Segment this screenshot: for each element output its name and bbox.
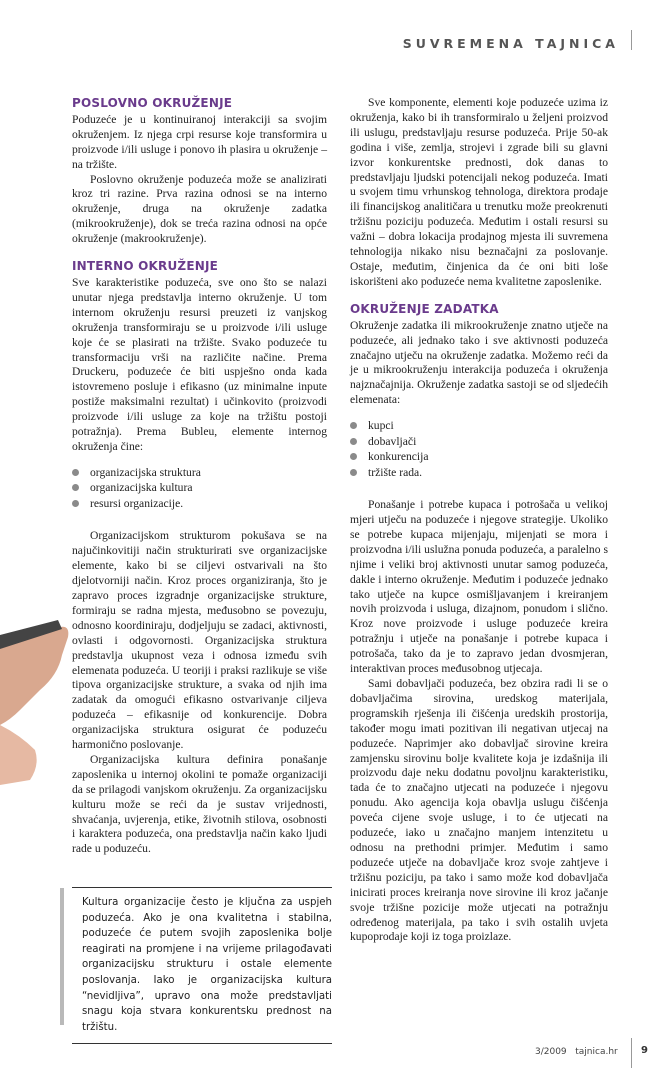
paragraph: Organizacijskom strukturom pokušava se na najučinkovitiji način strukturirati sve organizacijske elemente, kako bi se ciljevi ostvarivali na što djelotvorniji način. Kroz proces organiziranja, što je zapravo proces izgradnje organizacijske strukture, formiraju se radna mjesta, međusobno se povezuju, odnosno koordiniraju, dodjeljuju se zadaci, aktivnosti, ovlasti i odgovornosti. Organizacijska struktura predstavlja ukupnost veza i odnosa između svih elemenata poduzeća. U teoriji i praksi razlikuje se više tipova organizacijske strukture, a svaka od njih ima zadatak da omogući efikasno ostvarivanje ciljeva poduzeća – efikasnije od konkurencije. Dobra organizacijska struktura osigurat će poduzeću harmonično poslovanje. <box>72 529 327 752</box>
paragraph: Poduzeće je u kontinuiranoj interakciji sa svojim okruženjem. Iz njega crpi resurse koje transformira u proizvode i/ili usluge i ponovo ih plasira u okruženje – na tržište. <box>72 112 327 171</box>
footer <box>535 1047 618 1057</box>
list-item: dobavljači <box>350 434 608 450</box>
list-item: tržište rada. <box>350 465 608 481</box>
section-heading: INTERNO OKRUŽENJE <box>72 259 219 274</box>
paragraph: Sve komponente, elementi koje poduzeće uzima iz okruženja, kako bi ih transformiralo u željeni proizvod ili uslugu, predstavljaju resurse poduzeća. Prije 50-ak godina i više, zemlja, strojevi i zgrade bili su glavni izvor konkurentske prednosti, dok danas to predstavljaju ljudski potencijali nekog poduzeća. Imati u svojem timu vrhunskog tehnologa, direktora prodaje ili financijskog analitičara u trenutku može preokrenuti tržišnu poziciju poduzeća. Međutim i ostali resursi su važni – dobra lokacija prodajnog mjesta ili suvremena tehnologija nikako nisu beznačajni za poslovanje. Ostaje, međutim, činjenica da će oni biti loše iskorišteni ako poduzeće nema kvalitetne zaposlenike. <box>350 96 608 288</box>
list-item: organizacijska struktura <box>72 465 327 481</box>
list-item: kupci <box>350 418 608 434</box>
section-okruzenje-zadatka <box>350 302 608 946</box>
section-resursi <box>350 96 608 290</box>
bullet-list <box>350 418 608 480</box>
bullet-list <box>72 465 327 512</box>
paragraph: Organizacijska kultura definira ponašanje zaposlenika u internoj okolini te pomaže organizaciji da se prilagodi vanjskom okruženju. Za organizacijsku kulturu može se reći da je sustav vrijednosti, shvaćanja, uvjerenja, etike, životnih stilova, osobnosti i karaktera poduzeća, ona predstavlja način kako ljudi rade u poduzeću. <box>72 752 327 856</box>
list-item: organizacijska kultura <box>72 480 327 496</box>
paragraph: Poslovno okruženje poduzeća može se analizirati kroz tri razine. Prva razina odnosi se na interno okruženje, druga na okruženje zadatka (mikrookruženje), dok se treća razina odnosi na opće okruženje (makrookruženje). <box>72 172 327 246</box>
paragraph: Sami dobavljači poduzeća, bez obzira radi li se o dobavljačima sirovina, uredskog materijala, programskih rješenja ili čišćenja uredskih prostorija, također mogu imati pozitivan ili negativan utjecaj na poduzeće. Naprimjer ako dobavljač sirovine kreira zamjensku sirovinu bolje kvalitete koja je izdašnija ili proizvodu daje neku dodatnu povoljnu karakteristiku, tada će to značajno utjecati na poduzeće i njegovu ponudu. Ako agencija koja obavlja uslugu čišćenja poveća cijene svoje usluge, i to će utjecati na poduzeće, iako u značajno manjem intenzitetu u odnosu na prethodni primjer. Međutim i samo poduzeće utječe na dobavljače kroz svoje zahtjeve i tržišnu poziciju, pa tako i samo može kod dobavljača inicirati proces kreiranja nove sirovine ili kroz jačanje svoje tržišne pozicije može utjecati na potražnju određenog materijala, pa tako i svih ostalih uvjeta kupoprodaje koji iz toga proizlaze. <box>350 677 608 944</box>
section-interno-okruzenje <box>72 259 327 857</box>
footer-divider <box>631 1038 632 1068</box>
header-divider <box>631 30 632 50</box>
paragraph: Ponašanje i potrebe kupaca i potrošača u velikoj mjeri utječu na poduzeće i njegove strategije. Ukoliko se potrebe kupaca mijenjaju, mijenjati se mora i proizvodna i/ili uslužna ponuda poduzeća, a paralelno s njime i veliki broj aktivnosti unutar samog poduzeća, dakle i interno okruženje. Međutim i poduzeće jednako tako utječe na kupce osmišljavanjem i kreiranjem novih proizvoda i usluga, dizajnom, ponudom i slično. Kroz nove proizvode i usluge poduzeće kreira potražnju i utječe na ponašanje i potrebe kupaca i potrošača, tako da je to zapravo jedan dvosmjeran, interaktivan proces međusobnog utjecaja. <box>350 498 608 676</box>
left-column <box>72 96 327 857</box>
issue-number: 3/2009 <box>535 1047 567 1057</box>
website: tajnica.hr <box>575 1047 618 1057</box>
page-number: 9 <box>641 1045 648 1056</box>
section-poslovno-okruzenje <box>72 96 327 247</box>
pull-quote-text: Kultura organizacije često je ključna za uspjeh poduzeća. Ako je ona kvalitetna i stabilna, poduzeće će putem svojih zaposlenika bolje reagirati na promjene i na vrijeme prilagođavati organizacijsku strukturu i ostale elemente poslovanja. Iako je organizacijska kultura “nevidljiva”, upravo ona može predstavljati snagu koja stvara konkurentsku prednost na tržištu. <box>82 897 332 1033</box>
hand-photo-fragment <box>0 615 70 785</box>
paragraph: Okruženje zadatka ili mikrookruženje znatno utječe na poduzeće, ali jednako tako i sve aktivnosti poduzeća značajno utječu na okruženje zadatka. Možemo reći da je u mikrookruženju interakcija poduzeća i okruženja najznačajnija. Okruženje zadatka sastoji se od sljedećih elemenata: <box>350 318 608 407</box>
list-item: resursi organizacije. <box>72 496 327 512</box>
section-heading: OKRUŽENJE ZADATKA <box>350 301 499 316</box>
right-column <box>350 96 608 945</box>
list-item: konkurencija <box>350 449 608 465</box>
pull-quote-box <box>72 887 332 1044</box>
paragraph: Sve karakteristike poduzeća, sve ono što se nalazi unutar njega predstavlja interno okruženje. U tom internom okruženju resursi preuzeti iz vanjskog okruženja transformiraju se u proizvode i/ili usluge koje će se plasirati na tržište. Svako poduzeće tu transformaciju vrši na različite načine. Prema Druckeru, poduzeće će biti uspješno onda kada istovremeno posluje i efikasno (uz minimalne inpute postiže maksimalni rezultat) i učinkovito (proizvodi proizvode i/ili usluge za koje na tržištu postoji potražnja). Prema Bubleu, elemente internog okruženja čine: <box>72 275 327 453</box>
callout-accent-bar <box>60 888 64 1025</box>
section-heading: POSLOVNO OKRUŽENJE <box>72 96 233 110</box>
magazine-title: SUVREMENA TAJNICA <box>402 36 619 51</box>
